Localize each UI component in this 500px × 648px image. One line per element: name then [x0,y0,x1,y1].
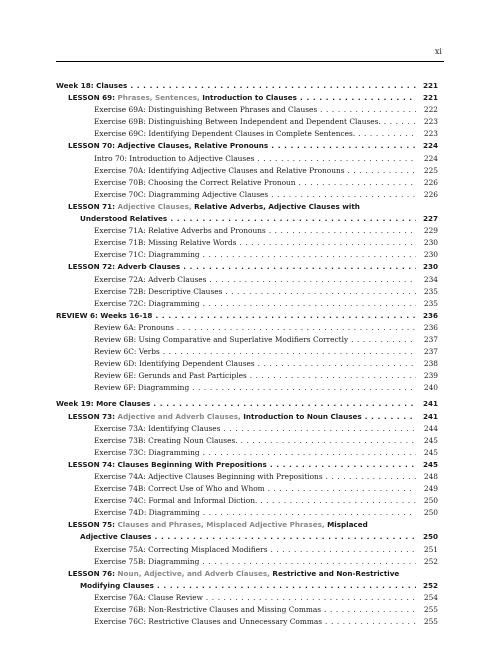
toc-entry-title [56,153,416,165]
toc-entry-page: 223 [423,117,438,127]
toc-entry-review-topic: Noun, Adjective, and Adverb Clauses, [117,568,273,578]
toc-entry-page: 235 [423,286,438,296]
toc-entry-title [56,334,416,346]
toc-entry-page: 254 [423,592,438,602]
toc-entry [56,423,438,435]
toc-entry-title [56,140,416,152]
toc-entry [56,249,438,261]
toc-entry [56,104,438,116]
toc-entry-title [56,310,416,322]
toc-entry-text: LESSON 71: [68,201,118,211]
toc-entry-text: Review 6F: Diagramming [94,383,190,393]
toc-entry-text: Modifying Clauses [80,580,154,590]
toc-entry [56,165,438,177]
toc-entry-page: 222 [423,105,438,115]
toc-entry-title [56,128,416,140]
toc-entry-text: Exercise 71B: Missing Relative Words [94,238,237,248]
toc-entry-title [56,116,416,128]
toc-entry-review-topic: Clauses and Phrases, Misplaced Adjective Phrases, [117,520,328,530]
toc-entry-text: Exercise 69C: Identifying Dependent Clauses in Complete Sentences. [94,129,356,139]
toc-entry-text: Review 6A: Pronouns [94,322,174,332]
toc-entry-page: 224 [423,153,438,163]
toc-entry [56,604,438,616]
toc-entry [56,531,438,543]
toc-entry [56,556,438,568]
toc-entry-page: 255 [423,617,438,627]
toc-entry-title [56,165,416,177]
toc-entry [56,201,438,213]
toc-entry-text: Exercise 70A: Identifying Adjective Clauses and Relative Pronouns [94,165,345,175]
toc-entry-page: 245 [423,447,438,457]
toc-entry-page: 250 [423,508,438,518]
toc-entry-page: 230 [423,238,438,248]
toc-entry-new-topic: Introduction to Clauses [202,93,297,103]
toc-entry-title [56,177,416,189]
toc-entry-title [56,104,416,116]
toc-entry [56,92,438,104]
toc-entry-page: 244 [423,423,438,433]
toc-entry-text: Exercise 74D: Diagramming [94,508,200,518]
toc-entry-text: REVIEW 6: Weeks 16-18 [56,310,153,320]
toc-entry [56,80,438,92]
toc-entry-text: LESSON 73: [68,411,118,421]
toc-entry-text: Exercise 74A: Adjective Clauses Beginning with Prepositions [94,472,323,481]
toc-entry-text: Exercise 71A: Relative Adverbs and Pronouns [94,226,266,236]
toc-entry-page: 226 [423,189,438,199]
toc-entry-title [56,568,416,580]
toc-entry-text: Intro 70: Introduction to Adjective Clauses [94,153,255,163]
toc-entry-text: Exercise 73B: Creating Noun Clauses. [94,435,238,445]
toc-entry-text: Week 19: More Clauses [56,399,151,409]
toc-entry [56,116,438,128]
toc-entry [56,274,438,286]
toc-entry-title [56,358,416,370]
toc-entry-page: 234 [423,274,438,284]
toc-entry-page: 245 [423,435,438,445]
toc-entry-page: 241 [422,411,438,421]
toc-entry-text: LESSON 69: [68,93,118,103]
toc-entry [56,189,438,201]
toc-entry-page: 223 [423,129,438,139]
toc-entry-page: 251 [423,544,438,554]
toc-entry-review-topic: Phrases, Sentences, [117,93,203,103]
toc-entry-page: 227 [422,214,438,224]
toc-entry [56,213,438,225]
toc-entry-title [56,592,416,604]
toc-entry-title [56,580,416,592]
toc-entry-new-topic: Relative Adverbs, Adjective Clauses with [194,201,360,211]
toc-entry-review-topic: Adjective and Adverb Clauses, [117,411,244,421]
toc-entry-text: Exercise 76B: Non-Restrictive Clauses and Missing Commas [94,605,322,615]
toc-entry-page: 226 [423,177,438,187]
toc-entry-page: 237 [423,334,438,344]
toc-entry-text: Exercise 76C: Restrictive Clauses and Unnecessary Commas [94,617,323,627]
toc-entry-text: LESSON 76: [68,568,118,578]
toc-entry [56,286,438,298]
toc-entry-title [56,604,416,616]
toc-entry-text: LESSON 72: Adverb Clauses [68,262,181,272]
toc-entry [56,177,438,189]
toc-entry [56,346,438,358]
toc-entry-title [56,483,416,495]
toc-entry-title [56,237,416,249]
toc-entry [56,459,438,471]
toc-entry-page: 221 [422,93,438,103]
toc-entry-text: Review 6B: Using Comparative and Superlative Modifiers Correctly [94,334,349,344]
toc-entry-new-topic: Introduction to Noun Clauses [243,411,362,421]
toc-entry-text: Exercise 75B: Diagramming [94,556,200,566]
toc-entry [56,225,438,237]
toc-entry-text: Week 18: Clauses [56,81,128,90]
toc-entry [56,411,438,423]
toc-entry-text: Adjective Clauses [80,532,152,542]
toc-entry-title [56,507,416,519]
toc-entry-title [56,411,416,423]
toc-entry-text: Exercise 72B: Descriptive Clauses [94,286,223,296]
toc-entry-text: Exercise 74C: Formal and Informal Diction. [94,496,258,506]
toc-entry-text: Exercise 75A: Correcting Misplaced Modifiers [94,544,268,554]
toc-entry [56,519,438,531]
toc-entry-title [56,423,416,435]
toc-entry-page: 255 [423,605,438,615]
toc-entry-title [56,382,416,394]
toc-entry [56,447,438,459]
toc-entry [56,544,438,556]
toc-entry-review-topic: Adjective Clauses, [117,201,195,211]
toc-entry-text: Exercise 72C: Diagramming [94,298,200,308]
toc-entry-page: 221 [422,81,438,90]
toc-entry-title [56,213,416,225]
toc-entry-text: Exercise 71C: Diagramming [94,250,200,260]
toc-entry [56,435,438,447]
toc-entry-title [56,447,416,459]
header-rule [56,61,444,62]
toc-entry-text: Exercise 69A: Distinguishing Between Phrases and Clauses [94,105,318,115]
toc-entry-text: Review 6C: Verbs [94,347,160,357]
toc-entry-page: 252 [423,556,438,566]
toc-entry-page: 237 [423,347,438,357]
toc-entry-page: 238 [423,359,438,369]
toc-entry [56,298,438,310]
toc-entry-text: Understood Relatives [80,214,168,224]
toc-entry-page: 249 [423,484,438,494]
toc-entry [56,128,438,140]
toc-entry-title [56,370,416,382]
toc-entry-page: 250 [422,532,438,542]
toc-entry-page: 224 [422,141,438,151]
toc-entry-text: Exercise 69B: Distinguishing Between Independent and Dependent Clauses. [94,117,381,127]
toc-entry [56,507,438,519]
toc-entry [56,382,438,394]
toc-entry [56,568,438,580]
toc-entry [56,153,438,165]
toc-entry-title [56,435,416,447]
toc-entry-text: Exercise 74B: Correct Use of Who and Whom [94,484,265,494]
toc-entry-text: Review 6E: Gerunds and Past Participles [94,371,247,381]
toc-entry-text: Exercise 73A: Identifying Clauses [94,423,221,433]
toc-entry-title [56,471,416,483]
toc-entry-title [56,261,416,273]
toc-entry [56,261,438,273]
toc-entry-text: Exercise 70C: Diagramming Adjective Clauses [94,189,269,199]
toc-entry [56,334,438,346]
toc-entry-title [56,92,416,104]
toc-entry-title [56,544,416,556]
toc-entry-title [56,189,416,201]
toc-entry-title [56,80,416,92]
toc-entry-page: 250 [423,496,438,506]
toc-entry-title [56,249,416,261]
toc-entry-title [56,225,416,237]
toc-entry-title [56,322,416,334]
toc-entry-text: Exercise 72A: Adverb Clauses [94,274,207,284]
page-number: xi [434,47,442,56]
toc-entry-title [56,519,416,531]
toc-entry-page: 230 [423,250,438,260]
toc-entry-page: 236 [422,310,438,320]
toc-entry-text: Exercise 73C: Diagramming [94,447,200,457]
toc-entry [56,322,438,334]
toc-entry [56,370,438,382]
toc-entry [56,616,438,628]
toc-entry [56,483,438,495]
toc-entry-text: LESSON 75: [68,520,118,530]
toc-entry-text: LESSON 74: Clauses Beginning With Prepositions [68,459,267,469]
toc-entry [56,140,438,152]
toc-entry [56,580,438,592]
toc-entry-title [56,531,416,543]
toc-entry-page: 236 [423,322,438,332]
toc-entry-title [56,286,416,298]
toc-entry-page: 240 [423,383,438,393]
toc-entry-page: 235 [423,298,438,308]
toc-entry-text: Exercise 76A: Clause Review [94,592,203,602]
toc-entry-text: Exercise 70B: Choosing the Correct Relative Pronoun [94,177,296,187]
toc-entry-page: 230 [422,262,438,272]
toc-entry-title [56,556,416,568]
toc-entry [56,310,438,322]
toc-entry-new-topic: Restrictive and Non-Restrictive [272,568,400,578]
toc-entry-title [56,495,416,507]
toc-entry-title [56,298,416,310]
toc-entry [56,495,438,507]
toc-entry [56,398,438,410]
toc-entry-page: 241 [422,399,438,409]
toc-entry-page: 248 [423,472,438,481]
toc-entry-page: 252 [422,580,438,590]
toc-entry [56,471,438,483]
toc-entry [56,358,438,370]
toc-entry-title [56,274,416,286]
toc-entry-title [56,459,416,471]
toc-entry-page: 225 [423,165,438,175]
toc-entry-new-topic: Misplaced [327,520,368,530]
toc-entry-title [56,346,416,358]
toc-entry-text: Review 6D: Identifying Dependent Clauses [94,359,255,369]
toc-entry-title [56,616,416,628]
toc-entry-page: 239 [423,371,438,381]
toc-entry-page: 229 [423,226,438,236]
toc-entry-title [56,201,416,213]
toc-entry-page: 245 [422,459,438,469]
toc-entry [56,592,438,604]
toc-entry-title [56,398,416,410]
table-of-contents [56,80,438,628]
toc-entry [56,237,438,249]
toc-entry-text: LESSON 70: Adjective Clauses, Relative Pronouns [68,141,269,151]
